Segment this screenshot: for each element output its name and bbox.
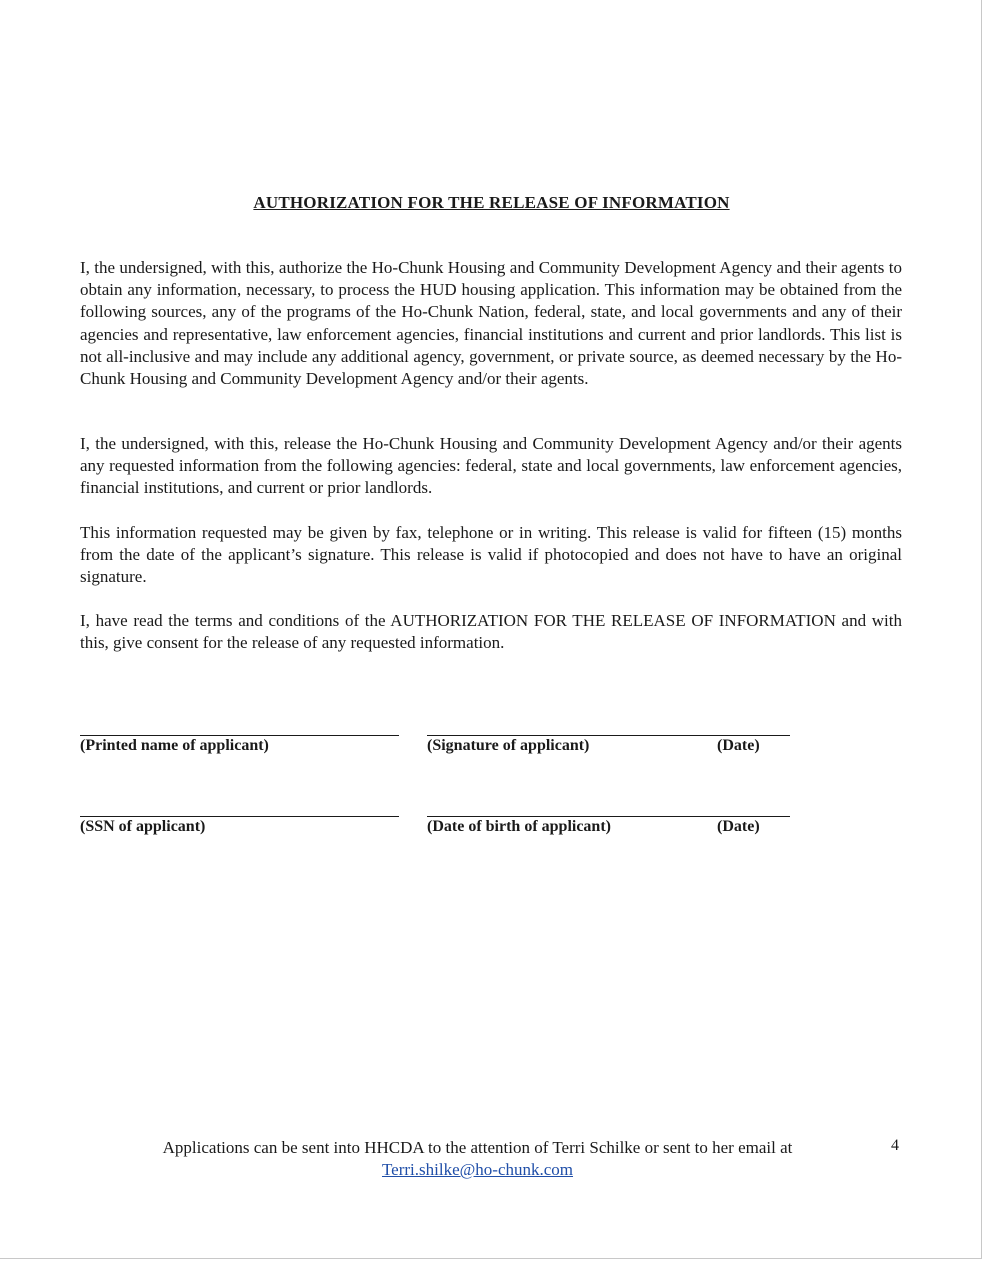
dob-date-line[interactable] [427,816,790,817]
footer-text: Applications can be sent into HHCDA to the attention of Terri Schilke or sent to her email at [162,1138,793,1157]
printed-name-line[interactable] [80,735,399,736]
consent-paragraph: I, have read the terms and conditions of the AUTHORIZATION FOR THE RELEASE OF INFORMATION and with this, give consent for the release of any requested information. [80,611,902,653]
ssn-line[interactable] [80,816,399,817]
printed-name-label: (Printed name of applicant) [80,737,269,754]
authorization-paragraph: I, the undersigned, with this, authorize the Ho-Chunk Housing and Community Development Agency and their agents to obtain any information, necessary, to process the HUD housing application. This information may be obtained from the following sources, any of the programs of the Ho-Chunk Nation, federal, state, and local governments and any of their agencies and representative, law enforcement agencies, financial institutions and current and prior landlords. This list is not all-inclusive and may include any additional agency, government, or private source, as deemed necessary by the Ho-Chunk Housing and Community Development Agency and/or their agents. [80,258,902,389]
dob-date-label: (Date) [717,818,760,835]
footer-email-link[interactable]: Terri.shilke@ho-chunk.com [381,1160,574,1179]
signature-date-line[interactable] [427,735,790,736]
signature-date-label: (Date) [717,737,760,754]
release-paragraph: I, the undersigned, with this, release the Ho-Chunk Housing and Community Development Agency and/or their agents any requested information from the following agencies: federal, state and local governments, law enforcement agencies, financial institutions, and current or prior landlords. [80,434,902,498]
document-title: AUTHORIZATION FOR THE RELEASE OF INFORMATION [253,193,730,212]
ssn-label: (SSN of applicant) [80,818,206,835]
dob-label: (Date of birth of applicant) [427,818,611,835]
validity-paragraph: This information requested may be given by fax, telephone or in writing. This release is valid for fifteen (15) months from the date of the applicant’s signature. This release is valid if photocopied and does not have to have an original signature. [80,523,902,587]
footer [0,1137,955,1181]
signature-label: (Signature of applicant) [427,737,590,754]
page-number: 4 [891,1137,899,1154]
